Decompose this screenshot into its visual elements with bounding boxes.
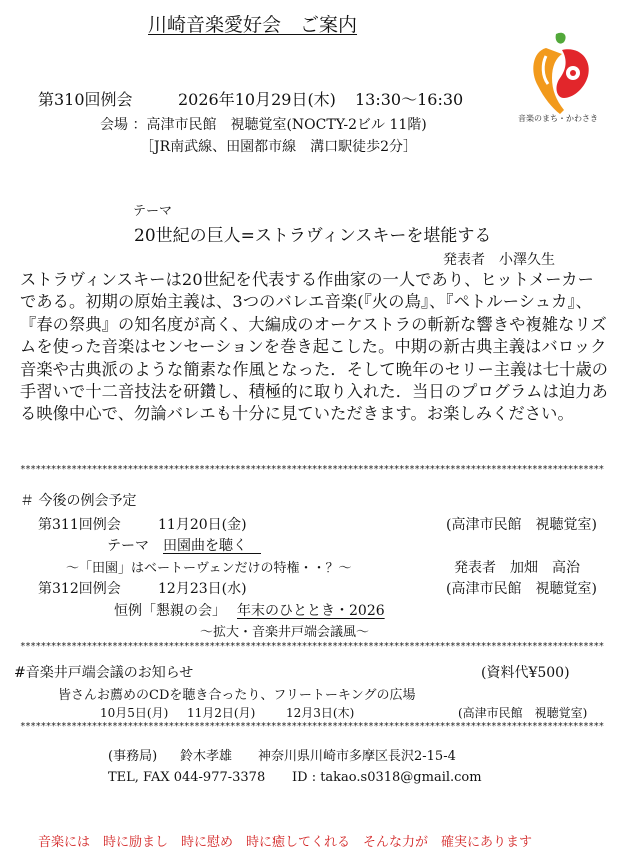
footer-slogan: 音楽には 時に励まし 時に慰め 時に癒してくれる そんな力が 確実にあります xyxy=(38,835,533,850)
logo-caption: 音楽のまち・かわさき xyxy=(518,114,598,123)
meeting-number: 第310回例会 xyxy=(38,90,133,109)
m311-theme-label: テーマ xyxy=(107,538,149,554)
separator: ****************************************************************************************************************** xyxy=(20,721,604,732)
m311-date: 11月20日(金) xyxy=(158,517,247,533)
kawasaki-music-city-logo xyxy=(516,28,608,124)
theme-label: テーマ xyxy=(133,204,173,219)
m312-subtitle: 〜拡大・音楽井戸端会議風〜 xyxy=(200,625,370,640)
meeting-time: 13:30〜16:30 xyxy=(355,90,464,109)
office-address: 神奈川県川崎市多摩区長沢2-15-4 xyxy=(258,749,456,764)
idobata-venue: (高津市民館 視聴覚室) xyxy=(458,706,588,720)
office-label: (事務局) xyxy=(108,749,158,764)
idobata-date: 11月2日(月) xyxy=(187,706,256,720)
m311-presenter: 発表者 加畑 高治 xyxy=(454,560,580,576)
theme-presenter: 発表者 小澤久生 xyxy=(443,252,555,268)
m311-venue: (高津市民館 視聴覚室) xyxy=(446,517,597,533)
meeting-venue: 会場 ：高津市民館 視聴覚室(NOCTY-2ビル 11階) xyxy=(100,117,427,133)
office-tel: TEL, FAX 044-977-3378 xyxy=(108,770,266,785)
m311-theme-title: 田園曲を聴く xyxy=(163,538,261,554)
office-email: ID : takao.s0318@gmail.com xyxy=(292,770,482,785)
office-name: 鈴木孝雄 xyxy=(180,749,233,764)
idobata-fee: (資料代¥500) xyxy=(481,665,570,681)
idobata-heading: #音楽井戸端会議のお知らせ xyxy=(14,665,194,681)
description-paragraph: ストラヴィンスキーは20世紀を代表する作曲家の一人であり、ヒットメーカーである。初期の原始主義は、3つのバレエ音楽(『火の鳥』、『ペトルーシュカ』、『春の祭典』の知名度が高く、大編成のオーケストラの斬新な響きや複雑なリズムを使った音楽はセンセーションを巻き起こした。中期の新古典主義はバロック音楽や古典派のような簡素な作風となった．そして晩年のセリー主義は七十歳の手習いで十二音技法を研鑽し、積極的に取り入れた．当日のプログラムは迫力ある映像中心で、勿論バレエも十分に見ていただきます。お楽しみください。 xyxy=(20,270,609,424)
m312-label: 恒例「懇親の会」 xyxy=(114,603,226,619)
m311-number: 第311回例会 xyxy=(38,517,121,533)
m311-subtitle: 〜「田園」はベートーヴェンだけの特権・・？〜 xyxy=(66,561,352,576)
idobata-description: 皆さんお薦めのCDを聴き合ったり、フリートーキングの広場 xyxy=(58,688,416,703)
upcoming-heading: ＃ 今後の例会予定 xyxy=(20,493,137,509)
separator: ****************************************************************************************************************** xyxy=(20,464,604,475)
m312-number: 第312回例会 xyxy=(38,581,121,597)
idobata-date: 10月5日(月) xyxy=(100,706,169,720)
page-title: 川崎音楽愛好会 ご案内 xyxy=(148,14,358,36)
idobata-date: 12月3日(木) xyxy=(286,706,355,720)
meeting-access: ［JR南武線、田園都市線 溝口駅徒歩2分］ xyxy=(140,139,418,155)
m312-title: 年末のひととき・2026 xyxy=(237,603,385,619)
theme-title: 20世紀の巨人=ストラヴィンスキーを堪能する xyxy=(134,226,492,246)
separator: ****************************************************************************************************************** xyxy=(20,641,604,652)
meeting-date: 2026年10月29日(木) xyxy=(178,90,336,109)
m312-venue: (高津市民館 視聴覚室) xyxy=(446,581,597,597)
m312-date: 12月23日(水) xyxy=(158,581,247,597)
